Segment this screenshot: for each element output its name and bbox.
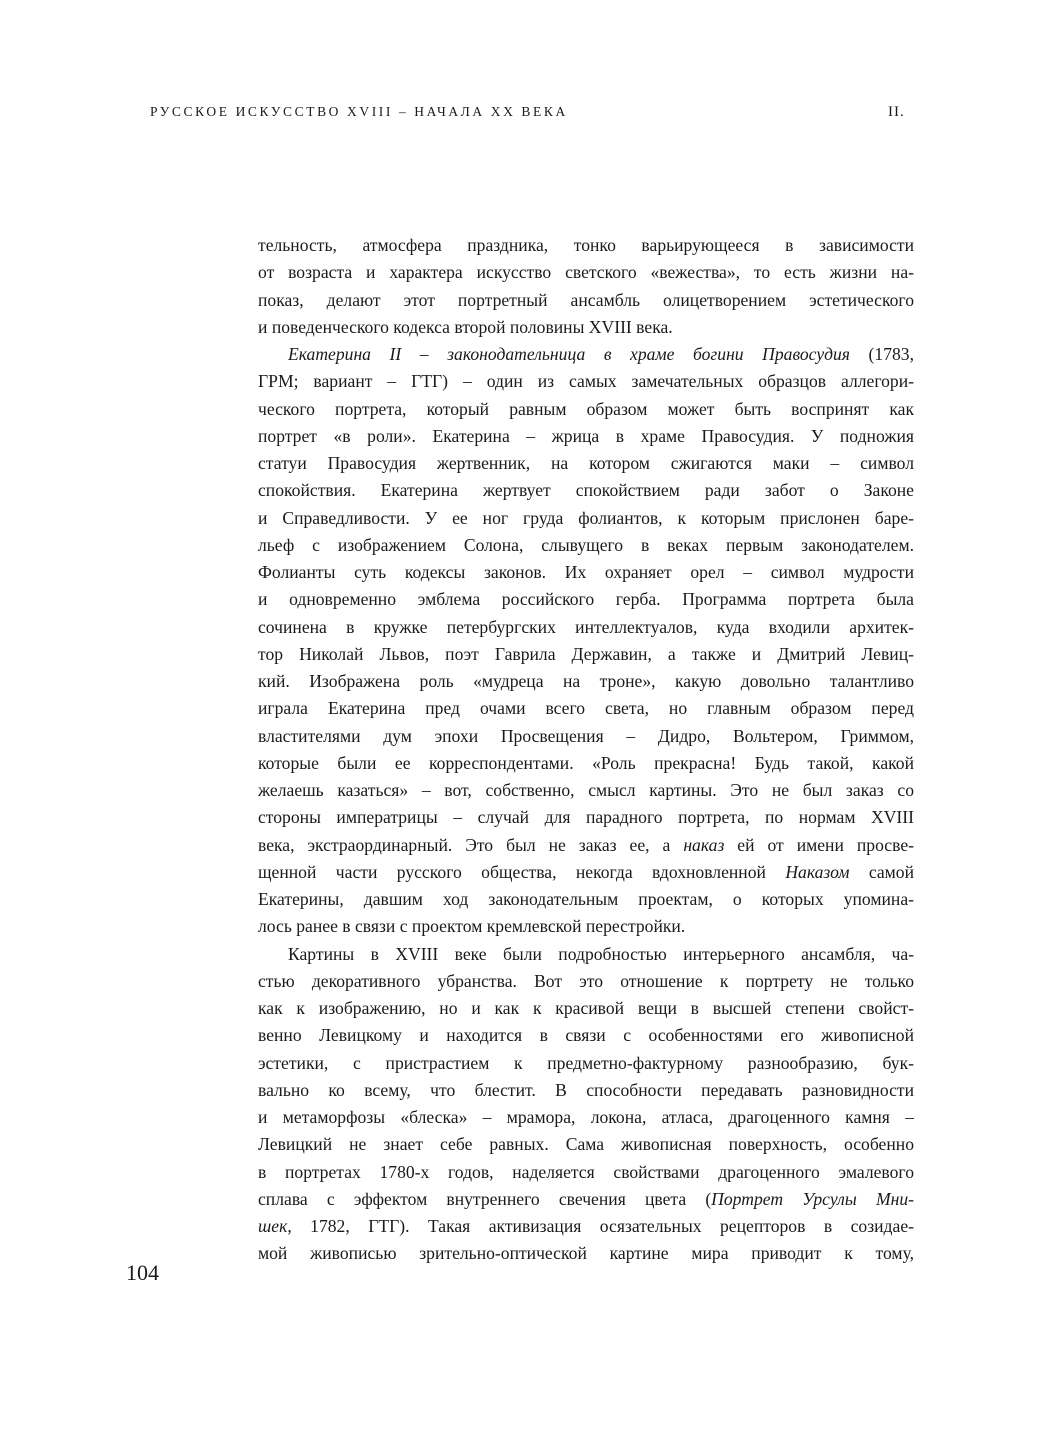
italic-title: наказ <box>683 834 725 855</box>
text-line <box>258 750 914 777</box>
text-line <box>258 1240 914 1267</box>
running-title: РУССКОЕ ИСКУССТВО XVIII – НАЧАЛА XX ВЕКА <box>150 104 568 119</box>
line-text: стороны императрицы – случай для парадного портрета, по нормам XVIII <box>258 807 914 828</box>
text-line <box>258 1131 914 1158</box>
line-text: портрет «в роли». Екатерина – жрица в храме Правосудия. У подножия <box>258 425 914 446</box>
section-number: II. <box>888 104 905 120</box>
text-line <box>258 368 914 395</box>
line-text: желаешь казаться» – вот, собственно, смысл картины. Это не был заказ со <box>258 780 914 800</box>
line-text: лось ранее в связи с проектом кремлевской перестройки. <box>258 916 686 937</box>
line-text: и поведенческого кодекса второй половины XVIII века. <box>258 316 673 337</box>
line-text: самой <box>849 861 914 882</box>
text-line <box>258 859 914 886</box>
italic-title: Екатерина II – законодательница в храме богини Правосудия <box>288 344 850 364</box>
line-text: сплава с эффектом внутреннего свечения цвета ( <box>258 1188 712 1209</box>
page-number: 104 <box>126 1260 159 1285</box>
text-line <box>258 668 914 695</box>
text-line <box>258 614 914 641</box>
line-text: тельность, атмосфера праздника, тонко варьирующееся в зависимости <box>258 235 914 255</box>
line-text: Картины в XVIII веке были подробностью интерьерного ансамбля, ча- <box>288 943 914 964</box>
line-text: которые были ее корреспондентами. «Роль прекрасна! Будь такой, какой <box>258 752 914 773</box>
line-text: ГРМ; вариант – ГТГ) – один из самых замечательных образцов аллегори- <box>258 371 914 392</box>
line-text: мой живописью зрительно-оптической картине мира приводит к тому, <box>258 1243 914 1264</box>
line-text: льеф с изображением Солона, слывущего в веках первым законодателем. <box>258 534 914 555</box>
line-text: в портретах 1780-х годов, наделяется свойствами драгоценного эмалевого <box>258 1161 914 1182</box>
line-text: кий. Изображена роль «мудреца на троне», какую довольно талантливо <box>258 671 914 691</box>
text-line <box>258 559 914 586</box>
line-text: тор Николай Львов, поэт Гаврила Державин, а также и Дмитрий Левиц- <box>258 643 914 664</box>
line-text: и Справедливости. У ее ног груда фолиантов, к которым прислонен баре- <box>258 507 914 528</box>
line-text: вально ко всему, что блестит. В способности передавать разновидности <box>258 1079 914 1100</box>
line-text: Левицкий не знает себе равных. Сама живописная поверхность, особенно <box>258 1134 914 1155</box>
text-line <box>258 804 914 831</box>
text-line <box>258 777 914 804</box>
text-line <box>258 287 914 314</box>
text-line <box>258 995 914 1022</box>
text-line <box>258 314 914 341</box>
line-text: и одновременно эмблема российского герба. Программа портрета была <box>258 589 914 610</box>
text-line <box>258 341 914 368</box>
running-head <box>150 104 568 120</box>
line-text: властителями дум эпохи Просвещения – Дидро, Вольтером, Гриммом, <box>258 725 914 746</box>
text-line <box>258 259 914 286</box>
text-line <box>258 477 914 504</box>
text-line <box>258 423 914 450</box>
line-text: показ, делают этот портретный ансамбль олицетворением эстетического <box>258 289 914 310</box>
text-line <box>258 641 914 668</box>
text-line <box>258 1022 914 1049</box>
text-line <box>258 1104 914 1131</box>
body-text <box>258 232 914 1268</box>
line-text: сочинена в кружке петербургских интеллектуалов, куда входили архитек- <box>258 616 914 637</box>
line-text: Екатерины, давшим ход законодательным проектам, о которых упомина- <box>258 889 914 909</box>
italic-title: Наказом <box>785 861 850 882</box>
italic-title: шек <box>258 1216 288 1236</box>
italic-title: Портрет Урсулы Мни- <box>711 1188 914 1209</box>
line-text: эстетики, с пристрастием к предметно-фактурному разнообразию, бук- <box>258 1052 914 1073</box>
text-line <box>258 1186 914 1213</box>
text-line <box>258 1159 914 1186</box>
line-text: щенной части русского общества, некогда вдохновленной <box>258 861 786 882</box>
line-text: от возраста и характера искусство светского «вежества», то есть жизни на- <box>258 262 914 283</box>
text-line <box>258 396 914 423</box>
line-text: века, экстраординарный. Это был не заказ ее, а <box>258 834 684 855</box>
line-text: спокойствия. Екатерина жертвует спокойствием ради забот о Законе <box>258 480 914 501</box>
line-text: ей от имени просве- <box>724 834 914 855</box>
line-text: (1783, <box>850 344 914 364</box>
line-text: и метаморфозы «блеска» – мрамора, локона, атласа, драгоценного камня – <box>258 1107 914 1127</box>
text-line <box>258 1050 914 1077</box>
text-line <box>258 232 914 259</box>
text-line <box>258 832 914 859</box>
text-line <box>258 1213 914 1240</box>
line-text: , 1782, ГТГ). Такая активизация осязательных рецепторов в созидае- <box>287 1216 914 1236</box>
line-text: играла Екатерина пред очами всего света, но главным образом перед <box>258 698 914 719</box>
text-line <box>258 532 914 559</box>
line-text: как к изображению, но и как к красивой вещи в высшей степени свойст- <box>258 998 914 1018</box>
text-line <box>258 1077 914 1104</box>
text-line <box>258 723 914 750</box>
text-line <box>258 695 914 722</box>
line-text: стью декоративного убранства. Вот это отношение к портрету не только <box>258 970 914 991</box>
text-line <box>258 968 914 995</box>
text-line <box>258 886 914 913</box>
text-line <box>258 941 914 968</box>
line-text: Фолианты суть кодексы законов. Их охраняет орел – символ мудрости <box>258 562 914 582</box>
text-line <box>258 450 914 477</box>
text-line <box>258 913 914 940</box>
text-line <box>258 586 914 613</box>
line-text: венно Левицкому и находится в связи с особенностями его живописной <box>258 1025 914 1046</box>
line-text: ческого портрета, который равным образом может быть воспринят как <box>258 398 914 419</box>
text-line <box>258 505 914 532</box>
line-text: статуи Правосудия жертвенник, на котором сжигаются маки – символ <box>258 453 914 473</box>
